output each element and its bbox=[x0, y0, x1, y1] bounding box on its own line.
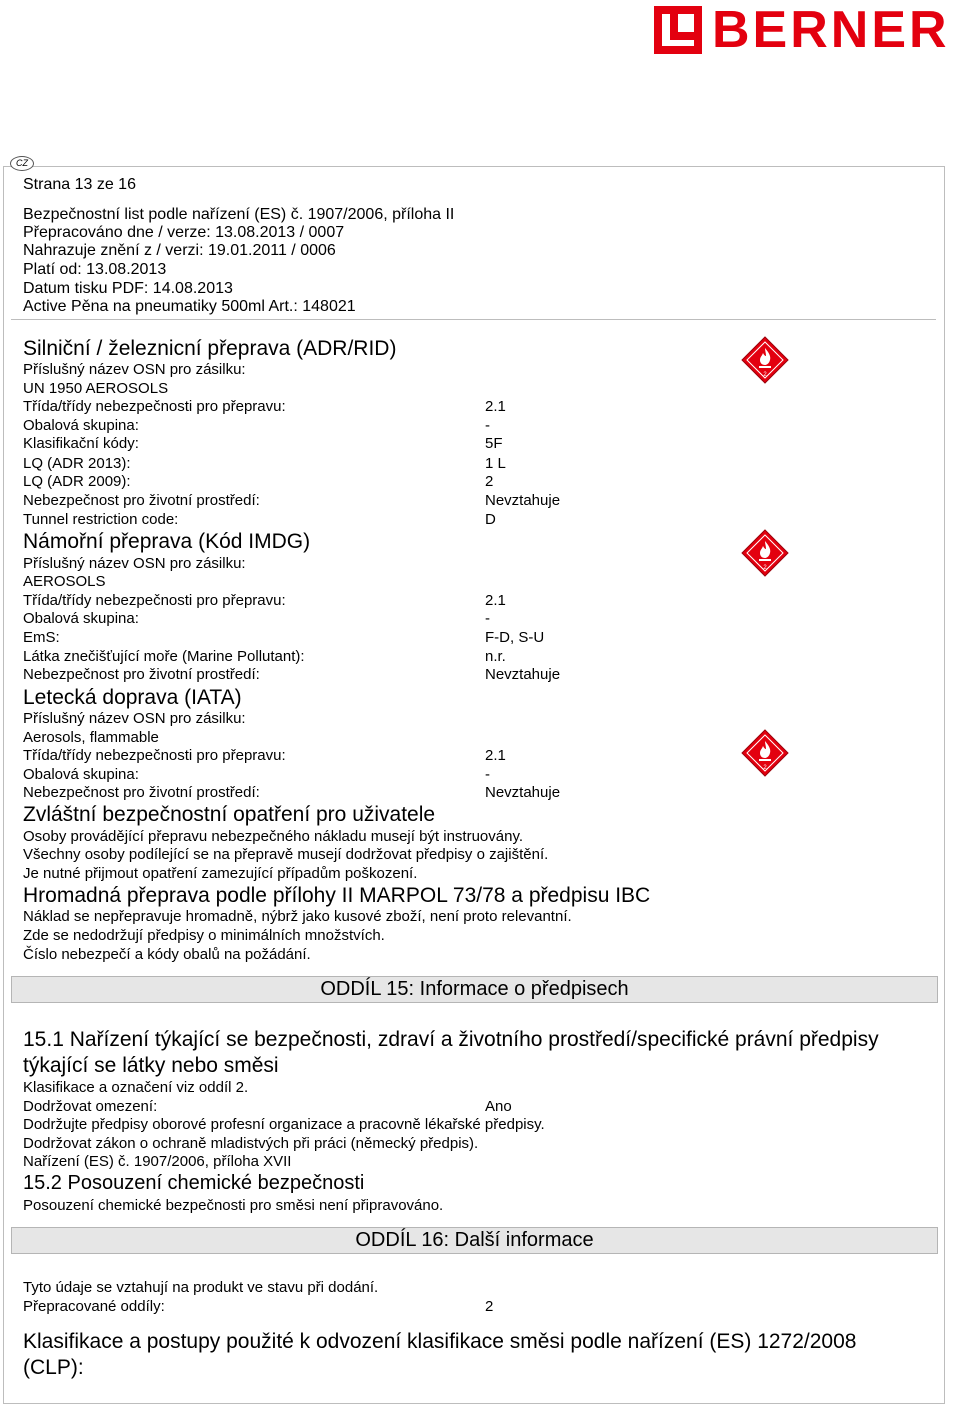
user-precautions-line: Osoby provádějící přepravu nebezpečného nákladu musejí být instruovány. bbox=[23, 828, 524, 845]
adr-class-label: Třída/třídy nebezpečnosti pro přepravu: bbox=[23, 398, 286, 415]
section-15-title: ODDÍL 15: Informace o předpisech bbox=[320, 978, 629, 1000]
iata-packing-label: Obalová skupina: bbox=[23, 766, 139, 783]
section-16-note: Tyto údaje se vztahují na produkt ve stavu při dodání. bbox=[23, 1279, 379, 1296]
clp-heading: Klasifikace a postupy použité k odvození klasifikace směsi podle nařízení (ES) 1272/2008 bbox=[23, 1330, 857, 1353]
imdg-heading: Námořní přeprava (Kód IMDG) bbox=[23, 530, 311, 553]
adr-name-label: Příslušný název OSN pro zásilku: bbox=[23, 361, 246, 378]
section-15-bar bbox=[11, 976, 938, 1003]
svg-text:2: 2 bbox=[763, 565, 767, 571]
iata-env-label: Nebezpečnost pro životní prostředí: bbox=[23, 784, 260, 801]
section-16-title: ODDÍL 16: Další informace bbox=[355, 1229, 594, 1251]
imdg-env-label: Nebezpečnost pro životní prostředí: bbox=[23, 666, 260, 683]
bulk-transport-line: Náklad se nepřepravuje hromadně, nýbrž jako kusové zboží, není proto relevantní. bbox=[23, 908, 572, 925]
print-date: Datum tisku PDF: 14.08.2013 bbox=[23, 280, 233, 297]
berner-logo bbox=[654, 1, 959, 59]
adr-env-value: Nevztahuje bbox=[485, 492, 561, 509]
imdg-packing-label: Obalová skupina: bbox=[23, 610, 139, 627]
product-name: Active Pěna na pneumatiky 500ml Art.: 148021 bbox=[23, 298, 356, 315]
adr-lq2013-label: LQ (ADR 2013): bbox=[23, 455, 131, 472]
berner-logo-mark bbox=[654, 6, 702, 54]
adr-class-value: 2.1 bbox=[485, 398, 506, 415]
header-divider bbox=[11, 319, 936, 320]
adr-name-value: UN 1950 AEROSOLS bbox=[23, 380, 169, 397]
classification-note: Klasifikace a označení viz oddíl 2. bbox=[23, 1079, 249, 1096]
sds-title: Bezpečnostní list podle nařízení (ES) č. 1907/2006, příloha II bbox=[23, 206, 455, 223]
imdg-marine-label: Látka znečišťující moře (Marine Pollutant): bbox=[23, 648, 305, 665]
iata-class-value: 2.1 bbox=[485, 747, 506, 764]
adr-codes-label: Klasifikační kódy: bbox=[23, 435, 139, 452]
adr-tunnel-value: D bbox=[485, 511, 496, 528]
flammable-pictogram-adr bbox=[741, 336, 789, 384]
berner-logo-text: BERNER bbox=[712, 1, 950, 59]
bulk-transport-line: Číslo nebezpečí a kódy obalů na požádání. bbox=[23, 946, 311, 963]
section-15-1-heading: 15.1 Nařízení týkající se bezpečnosti, zdraví a životního prostředí/specifické právní předpisy bbox=[23, 1028, 879, 1051]
adr-env-label: Nebezpečnost pro životní prostředí: bbox=[23, 492, 260, 509]
adr-tunnel-label: Tunnel restriction code: bbox=[23, 511, 179, 528]
user-precautions-line: Všechny osoby podílející se na přepravě musejí dodržovat předpisy o zajištění. bbox=[23, 846, 549, 863]
bulk-transport-line: Zde se nedodržují předpisy o minimálních množstvích. bbox=[23, 927, 385, 944]
imdg-ems-value: F-D, S-U bbox=[485, 629, 545, 646]
svg-text:2: 2 bbox=[763, 765, 767, 771]
language-badge: CZ bbox=[10, 156, 34, 171]
revision-date: Přepracováno dne / verze: 13.08.2013 / 0007 bbox=[23, 224, 345, 241]
adr-lq2009-value: 2 bbox=[485, 473, 494, 490]
user-precautions-heading: Zvláštní bezpečnostní opatření pro uživatele bbox=[23, 803, 436, 826]
adr-heading: Silniční / železnicní přeprava (ADR/RID) bbox=[23, 337, 397, 360]
iata-heading: Letecká doprava (IATA) bbox=[23, 686, 242, 709]
regulation-line: Dodržujte předpisy oborové profesní organizace a pracovně lékařské předpisy. bbox=[23, 1116, 545, 1133]
user-precautions-line: Je nutné přijmout opatření zamezující případům poškození. bbox=[23, 865, 418, 882]
adr-lq2009-label: LQ (ADR 2009): bbox=[23, 473, 131, 490]
imdg-env-value: Nevztahuje bbox=[485, 666, 561, 683]
imdg-packing-value: - bbox=[485, 610, 490, 627]
section-15-2-heading: 15.2 Posouzení chemické bezpečnosti bbox=[23, 1172, 365, 1194]
revised-sections-label: Přepracované oddíly: bbox=[23, 1298, 165, 1315]
flammable-pictogram-imdg bbox=[741, 529, 789, 577]
imdg-class-value: 2.1 bbox=[485, 592, 506, 609]
iata-packing-value: - bbox=[485, 766, 490, 783]
adr-lq2013-value: 1 L bbox=[485, 455, 506, 472]
clp-heading-cont: (CLP): bbox=[23, 1356, 84, 1379]
section-16-bar bbox=[11, 1227, 938, 1254]
adr-packing-label: Obalová skupina: bbox=[23, 417, 139, 434]
regulation-line: Nařízení (ES) č. 1907/2006, příloha XVII bbox=[23, 1153, 292, 1170]
restriction-label: Dodržovat omezení: bbox=[23, 1098, 158, 1115]
regulation-line: Dodržovat zákon o ochraně mladistvých při práci (německý předpis). bbox=[23, 1135, 479, 1152]
adr-codes-value: 5F bbox=[485, 435, 503, 452]
adr-packing-value: - bbox=[485, 417, 490, 434]
restriction-value: Ano bbox=[485, 1098, 512, 1115]
revised-sections-value: 2 bbox=[485, 1298, 494, 1315]
bulk-transport-heading: Hromadná přeprava podle přílohy II MARPOL 73/78 a předpisu IBC bbox=[23, 884, 651, 907]
imdg-name-value: AEROSOLS bbox=[23, 573, 106, 590]
svg-text:2: 2 bbox=[763, 372, 767, 378]
iata-env-value: Nevztahuje bbox=[485, 784, 561, 801]
valid-from: Platí od: 13.08.2013 bbox=[23, 261, 167, 278]
section-15-2-text: Posouzení chemické bezpečnosti pro směsi není připravováno. bbox=[23, 1197, 444, 1214]
flammable-pictogram-iata bbox=[741, 729, 789, 777]
page-number: Strana 13 ze 16 bbox=[23, 176, 136, 193]
imdg-marine-value: n.r. bbox=[485, 648, 506, 665]
iata-name-label: Příslušný název OSN pro zásilku: bbox=[23, 710, 246, 727]
iata-class-label: Třída/třídy nebezpečnosti pro přepravu: bbox=[23, 747, 286, 764]
imdg-class-label: Třída/třídy nebezpečnosti pro přepravu: bbox=[23, 592, 286, 609]
section-15-1-heading-cont: týkající se látky nebo směsi bbox=[23, 1054, 279, 1077]
iata-name-value: Aerosols, flammable bbox=[23, 729, 159, 746]
imdg-name-label: Příslušný název OSN pro zásilku: bbox=[23, 555, 246, 572]
replaces-version: Nahrazuje znění z / verzi: 19.01.2011 / 0006 bbox=[23, 242, 336, 259]
imdg-ems-label: EmS: bbox=[23, 629, 60, 646]
